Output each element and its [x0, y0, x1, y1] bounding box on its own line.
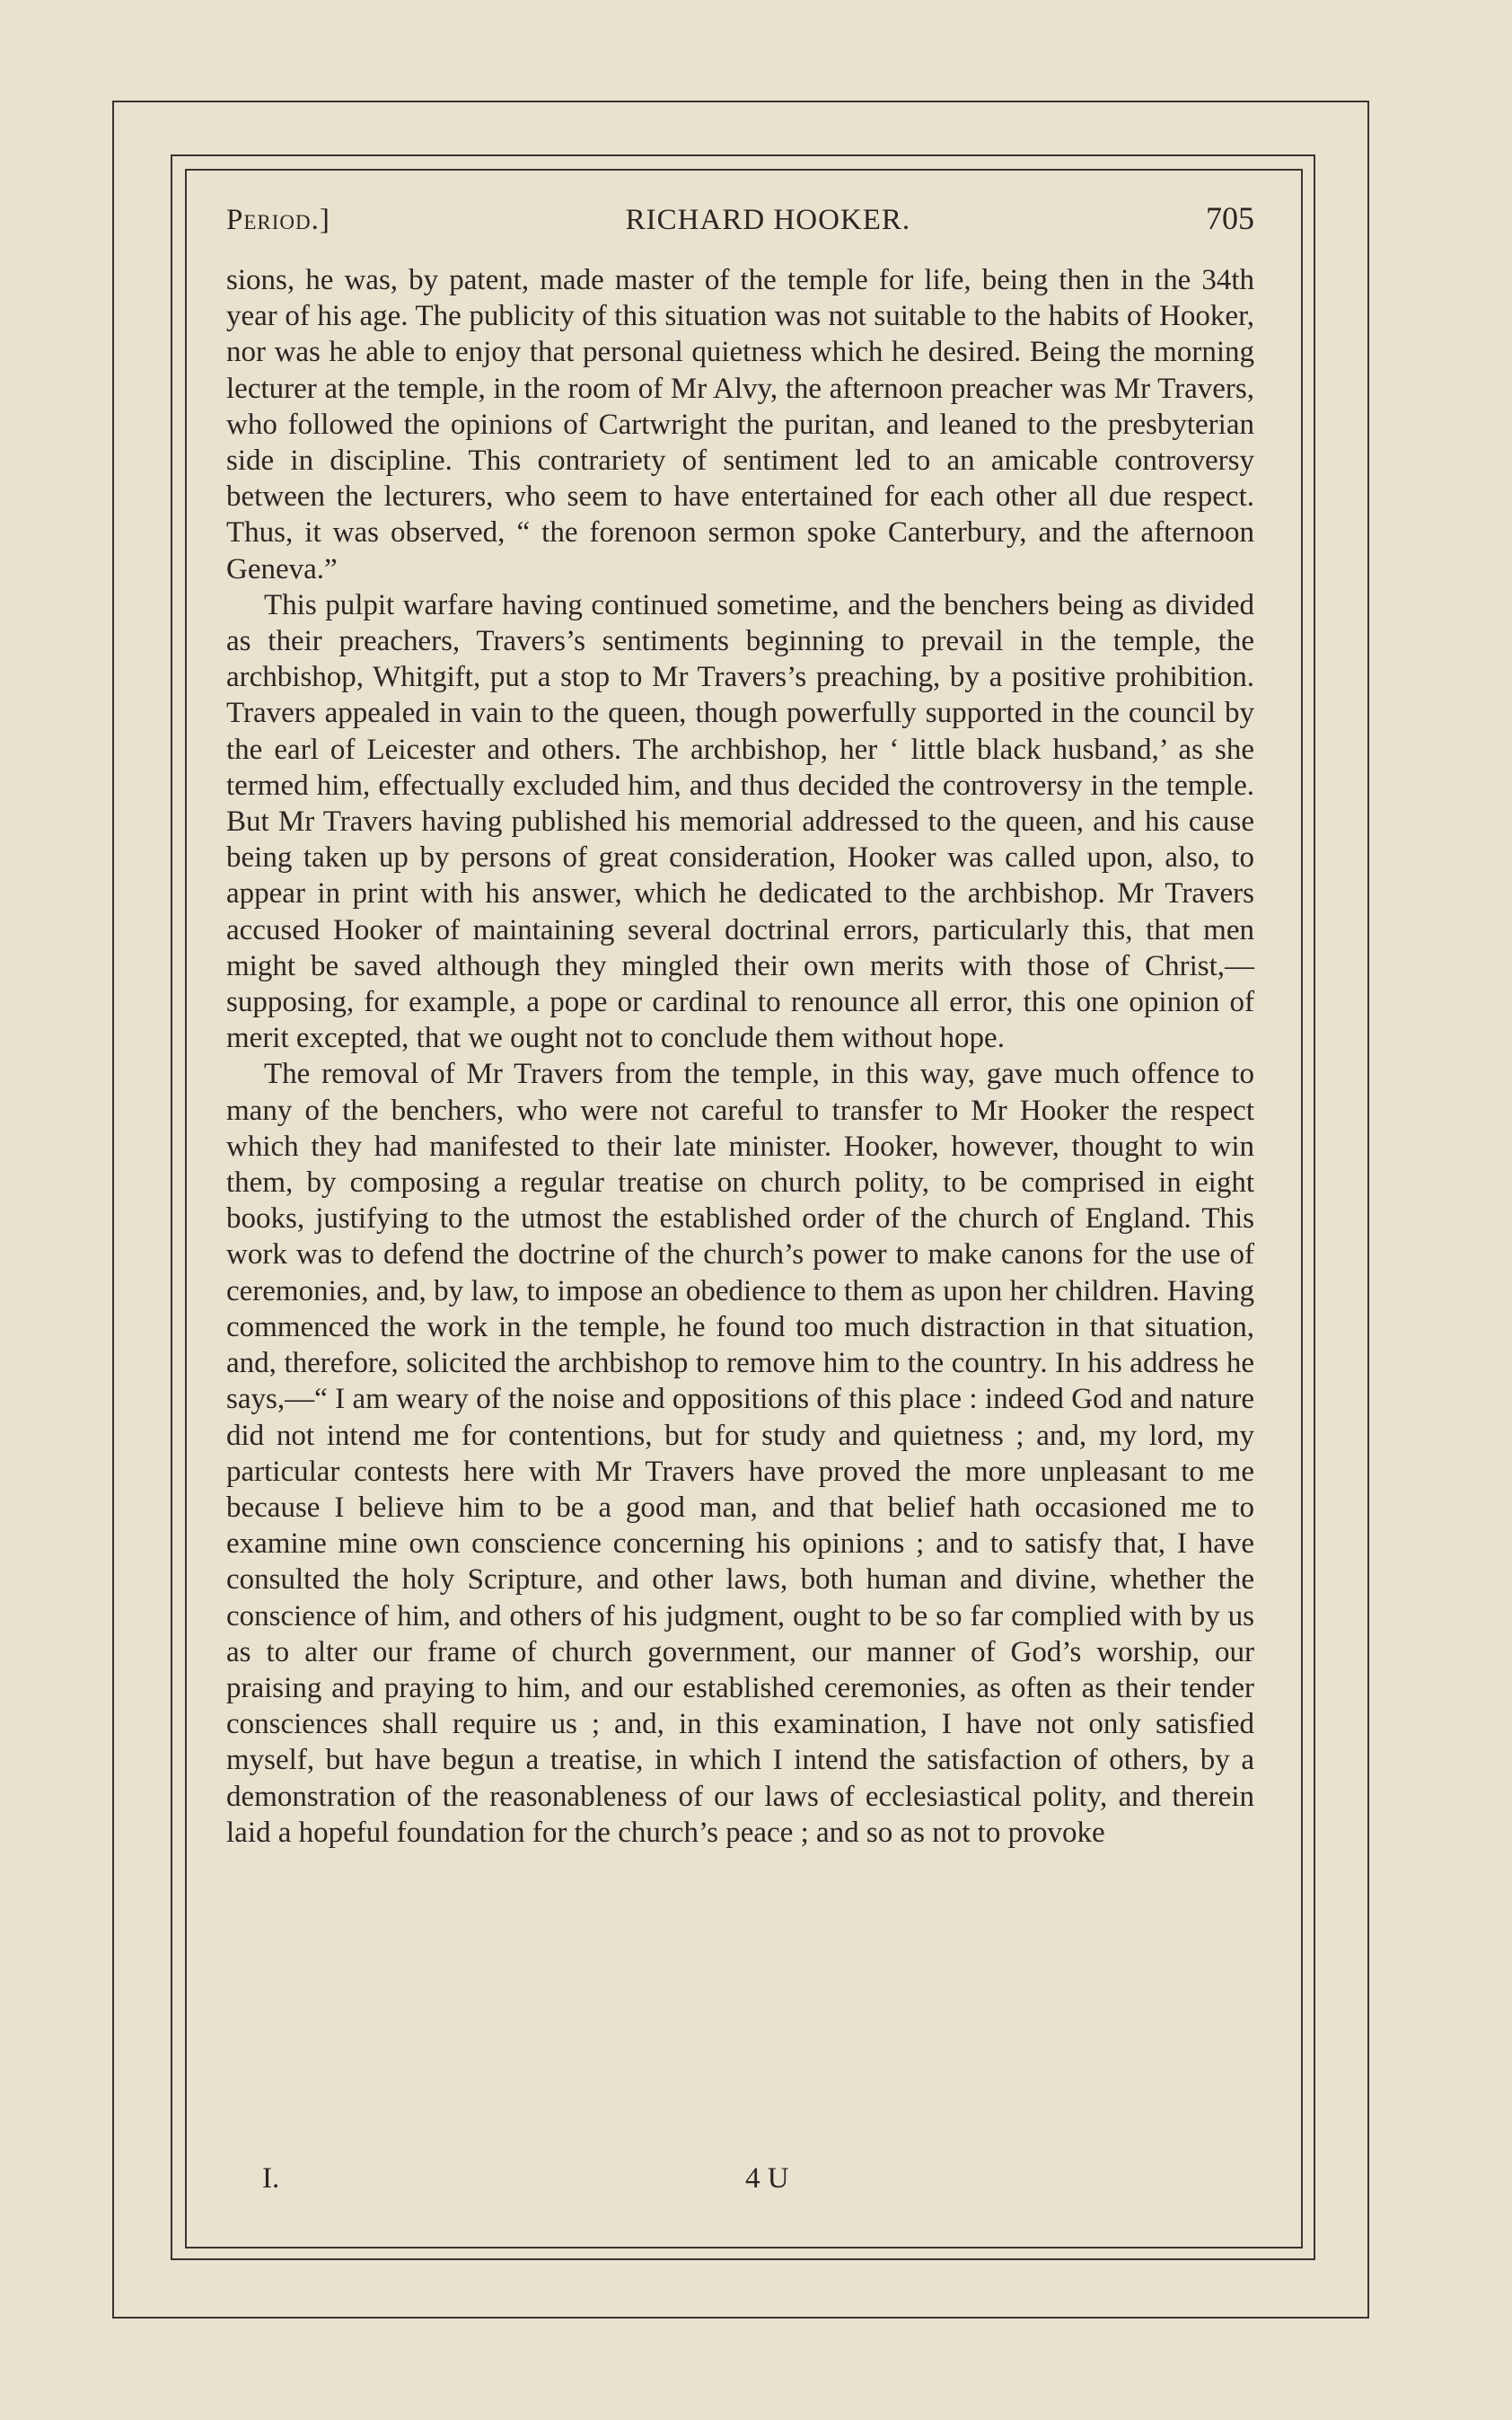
body-text	[226, 262, 1254, 1851]
paragraph-1: sions, he was, by patent, made master of the temple for life, being then in the 34th year of his age. The publicity of this situation was not suitable to the habits of Hooker, nor was he able to enjoy that personal quietness which he desired. Being the morning lecturer at the temple, in the room of Mr Alvy, the afternoon preacher was Mr Travers, who followed the opinions of Cartwright the puritan, and leaned to the presbyterian side in discipline. This contrariety of sentiment led to an amicable controversy between the lecturers, who seem to have entertained for each other all due respect. Thus, it was observed, “ the forenoon sermon spoke Canterbury, and the afternoon Geneva.”	[226, 264, 1254, 585]
paragraph-3: The removal of Mr Travers from the temple, in this way, gave much offence to many of the benchers, who were not careful to transfer to Mr Hooker the respect which they had manifested to their late minister. Hooker, however, thought to win them, by composing a regular treatise on church polity, to be comprised in eight books, justifying to the utmost the established order of the church of England. This work was to defend the doctrine of the church’s power to make canons for the use of ceremonies, and, by law, to impose an obedience to them as upon her children. Having commenced the work in the temple, he found too much distraction in that situation, and, therefore, solicited the archbishop to remove him to the country. In his address he says,—“ I am weary of the noise and oppositions of this place : indeed God and nature did not intend me for contentions, but for study and quietness ; and, my lord, my particular contests here with Mr Travers have proved the more unpleasant to me because I believe him to be a good man, and that belief hath occasioned me to examine mine own conscience concerning his opinions ; and to satisfy that, I have consulted the holy Scripture, and other laws, both human and divine, whether the conscience of him, and others of his judgment, ought to be so far complied with by us as to alter our frame of church government, our manner of God’s worship, our praising and praying to him, and our established ceremonies, as often as their tender consciences shall require us ; and, in this examination, I have not only satisfied myself, but have begun a treatise, in which I intend the satisfaction of others, by a demonstration of the reasonableness of our laws of ecclesiastical polity, and therein laid a hopeful foundation for the church’s peace ; and so as not to provoke	[226, 1058, 1254, 1849]
header-period: Period.]	[226, 204, 330, 236]
page-number: 705	[1205, 200, 1254, 236]
paragraph-2: This pulpit warfare having continued sometime, and the benchers being as divided as their preachers, Travers’s sentiments beginning to prevail in the temple, the archbishop, Whitgift, put a stop to Mr Travers’s preaching, by a positive prohibition. Travers appealed in vain to the queen, though powerfully supported in the council by the earl of Leicester and others. The archbishop, her ‘ little black husband,’ as she termed him, effectually excluded him, and thus decided the controversy in the temple. But Mr Travers having published his memorial addressed to the queen, and his cause being taken up by persons of great consideration, Hooker was called upon, also, to appear in print with his answer, which he dedicated to the archbishop. Mr Travers accused Hooker of maintaining several doctrinal errors, particularly this, that men might be saved although they mingled their own merits with those of Christ,—supposing, for example, a pope or cardinal to renounce all error, this one opinion of merit excepted, that we ought not to conclude them without hope.	[226, 588, 1254, 1055]
signature-volume: I.	[262, 2162, 280, 2195]
page-footer	[226, 2162, 1254, 2202]
page-content	[226, 199, 1254, 2195]
signature-mark: 4 U	[745, 2162, 789, 2195]
running-header	[226, 199, 1254, 250]
header-title: RICHARD HOOKER.	[625, 204, 911, 236]
